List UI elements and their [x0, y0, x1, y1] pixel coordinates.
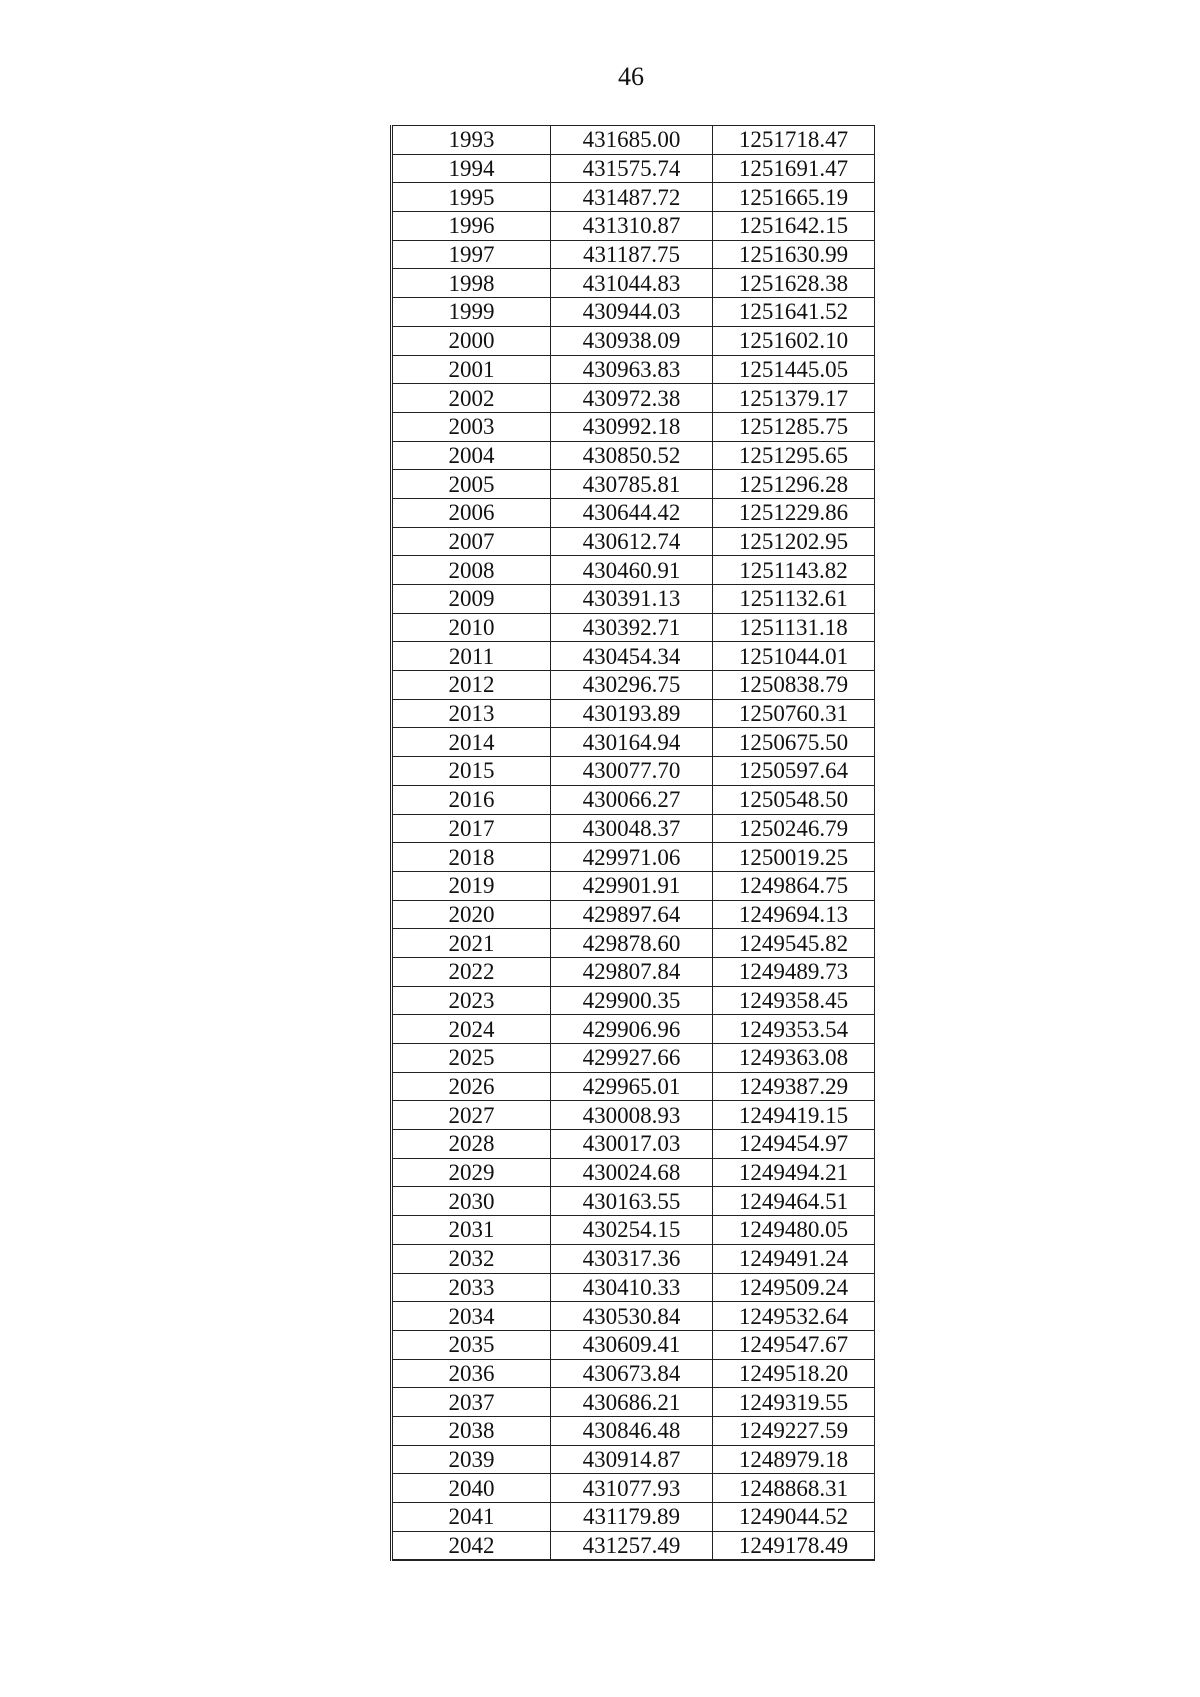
y-coordinate-cell: 1249363.08: [713, 1044, 875, 1073]
table-row: [392, 1015, 875, 1044]
coordinate-table-container: [390, 125, 875, 1561]
x-coordinate-cell: 430017.03: [551, 1130, 713, 1159]
x-coordinate-cell: 430391.13: [551, 585, 713, 614]
x-coordinate-cell: 430846.48: [551, 1416, 713, 1445]
y-coordinate-cell: 1249547.67: [713, 1330, 875, 1359]
table-row: [392, 384, 875, 413]
table-row: [392, 871, 875, 900]
y-coordinate-cell: 1248979.18: [713, 1445, 875, 1474]
table-row: [392, 126, 875, 155]
point-number-cell: 2012: [392, 671, 551, 700]
point-number-cell: 2004: [392, 441, 551, 470]
point-number-cell: 2029: [392, 1158, 551, 1187]
table-row: [392, 814, 875, 843]
y-coordinate-cell: 1251628.38: [713, 269, 875, 298]
x-coordinate-cell: 429897.64: [551, 900, 713, 929]
table-row: [392, 728, 875, 757]
y-coordinate-cell: 1249509.24: [713, 1273, 875, 1302]
point-number-cell: 1998: [392, 269, 551, 298]
x-coordinate-cell: 430972.38: [551, 384, 713, 413]
table-row: [392, 1130, 875, 1159]
point-number-cell: 2033: [392, 1273, 551, 1302]
table-row: [392, 470, 875, 499]
y-coordinate-cell: 1251642.15: [713, 212, 875, 241]
y-coordinate-cell: 1249319.55: [713, 1388, 875, 1417]
point-number-cell: 2018: [392, 843, 551, 872]
table-row: [392, 642, 875, 671]
point-number-cell: 2007: [392, 527, 551, 556]
point-number-cell: 2002: [392, 384, 551, 413]
x-coordinate-cell: 430392.71: [551, 613, 713, 642]
y-coordinate-cell: 1249178.49: [713, 1531, 875, 1560]
y-coordinate-cell: 1249454.97: [713, 1130, 875, 1159]
table-row: [392, 785, 875, 814]
x-coordinate-cell: 431187.75: [551, 240, 713, 269]
point-number-cell: 2010: [392, 613, 551, 642]
point-number-cell: 2019: [392, 871, 551, 900]
table-row: [392, 1158, 875, 1187]
table-row: [392, 1273, 875, 1302]
point-number-cell: 2023: [392, 986, 551, 1015]
x-coordinate-cell: 429906.96: [551, 1015, 713, 1044]
x-coordinate-cell: 431077.93: [551, 1474, 713, 1503]
point-number-cell: 1999: [392, 298, 551, 327]
y-coordinate-cell: 1251044.01: [713, 642, 875, 671]
table-row: [392, 154, 875, 183]
x-coordinate-cell: 430914.87: [551, 1445, 713, 1474]
table-row: [392, 1388, 875, 1417]
point-number-cell: 1997: [392, 240, 551, 269]
page-number: 46: [618, 62, 644, 91]
x-coordinate-cell: 429900.35: [551, 986, 713, 1015]
x-coordinate-cell: 430077.70: [551, 757, 713, 786]
y-coordinate-cell: 1249518.20: [713, 1359, 875, 1388]
x-coordinate-cell: 430066.27: [551, 785, 713, 814]
y-coordinate-cell: 1249694.13: [713, 900, 875, 929]
x-coordinate-cell: 430938.09: [551, 326, 713, 355]
y-coordinate-cell: 1250548.50: [713, 785, 875, 814]
table-row: [392, 556, 875, 585]
coordinate-table: [390, 125, 875, 1561]
x-coordinate-cell: 429971.06: [551, 843, 713, 872]
y-coordinate-cell: 1250019.25: [713, 843, 875, 872]
table-row: [392, 1244, 875, 1273]
point-number-cell: 2036: [392, 1359, 551, 1388]
y-coordinate-cell: 1251131.18: [713, 613, 875, 642]
x-coordinate-cell: 430296.75: [551, 671, 713, 700]
point-number-cell: 2013: [392, 699, 551, 728]
y-coordinate-cell: 1251295.65: [713, 441, 875, 470]
y-coordinate-cell: 1249358.45: [713, 986, 875, 1015]
table-row: [392, 1474, 875, 1503]
y-coordinate-cell: 1250760.31: [713, 699, 875, 728]
point-number-cell: 2024: [392, 1015, 551, 1044]
x-coordinate-cell: 429927.66: [551, 1044, 713, 1073]
table-row: [392, 1503, 875, 1532]
y-coordinate-cell: 1251691.47: [713, 154, 875, 183]
table-row: [392, 298, 875, 327]
point-number-cell: 2031: [392, 1216, 551, 1245]
y-coordinate-cell: 1249532.64: [713, 1302, 875, 1331]
x-coordinate-cell: 430163.55: [551, 1187, 713, 1216]
x-coordinate-cell: 430454.34: [551, 642, 713, 671]
y-coordinate-cell: 1250675.50: [713, 728, 875, 757]
y-coordinate-cell: 1248868.31: [713, 1474, 875, 1503]
table-row: [392, 1531, 875, 1560]
point-number-cell: 2027: [392, 1101, 551, 1130]
x-coordinate-cell: 430609.41: [551, 1330, 713, 1359]
y-coordinate-cell: 1249464.51: [713, 1187, 875, 1216]
point-number-cell: 2015: [392, 757, 551, 786]
x-coordinate-cell: 430164.94: [551, 728, 713, 757]
y-coordinate-cell: 1251143.82: [713, 556, 875, 585]
x-coordinate-cell: 430992.18: [551, 412, 713, 441]
y-coordinate-cell: 1251445.05: [713, 355, 875, 384]
point-number-cell: 2014: [392, 728, 551, 757]
point-number-cell: 2008: [392, 556, 551, 585]
point-number-cell: 2011: [392, 642, 551, 671]
y-coordinate-cell: 1251132.61: [713, 585, 875, 614]
point-number-cell: 2042: [392, 1531, 551, 1560]
point-number-cell: 1993: [392, 126, 551, 155]
x-coordinate-cell: 430644.42: [551, 498, 713, 527]
y-coordinate-cell: 1249044.52: [713, 1503, 875, 1532]
point-number-cell: 2025: [392, 1044, 551, 1073]
y-coordinate-cell: 1251285.75: [713, 412, 875, 441]
table-row: [392, 929, 875, 958]
table-row: [392, 527, 875, 556]
point-number-cell: 2040: [392, 1474, 551, 1503]
table-row: [392, 986, 875, 1015]
table-row: [392, 326, 875, 355]
table-row: [392, 900, 875, 929]
table-row: [392, 1187, 875, 1216]
table-row: [392, 1072, 875, 1101]
point-number-cell: 2001: [392, 355, 551, 384]
x-coordinate-cell: 431257.49: [551, 1531, 713, 1560]
y-coordinate-cell: 1249387.29: [713, 1072, 875, 1101]
table-row: [392, 269, 875, 298]
table-row: [392, 957, 875, 986]
x-coordinate-cell: 431179.89: [551, 1503, 713, 1532]
table-row: [392, 498, 875, 527]
x-coordinate-cell: 431685.00: [551, 126, 713, 155]
table-row: [392, 1216, 875, 1245]
x-coordinate-cell: 430686.21: [551, 1388, 713, 1417]
y-coordinate-cell: 1251665.19: [713, 183, 875, 212]
y-coordinate-cell: 1249545.82: [713, 929, 875, 958]
x-coordinate-cell: 431575.74: [551, 154, 713, 183]
point-number-cell: 2037: [392, 1388, 551, 1417]
point-number-cell: 2000: [392, 326, 551, 355]
table-row: [392, 1044, 875, 1073]
y-coordinate-cell: 1251630.99: [713, 240, 875, 269]
point-number-cell: 2016: [392, 785, 551, 814]
y-coordinate-cell: 1249419.15: [713, 1101, 875, 1130]
table-row: [392, 412, 875, 441]
x-coordinate-cell: 430193.89: [551, 699, 713, 728]
x-coordinate-cell: 430024.68: [551, 1158, 713, 1187]
table-row: [392, 441, 875, 470]
point-number-cell: 2009: [392, 585, 551, 614]
table-row: [392, 699, 875, 728]
point-number-cell: 2003: [392, 412, 551, 441]
table-row: [392, 212, 875, 241]
x-coordinate-cell: 430410.33: [551, 1273, 713, 1302]
point-number-cell: 2028: [392, 1130, 551, 1159]
point-number-cell: 2005: [392, 470, 551, 499]
point-number-cell: 1994: [392, 154, 551, 183]
point-number-cell: 2038: [392, 1416, 551, 1445]
point-number-cell: 1996: [392, 212, 551, 241]
table-row: [392, 1330, 875, 1359]
table-row: [392, 240, 875, 269]
point-number-cell: 2041: [392, 1503, 551, 1532]
table-row: [392, 613, 875, 642]
y-coordinate-cell: 1249227.59: [713, 1416, 875, 1445]
table-row: [392, 757, 875, 786]
point-number-cell: 2017: [392, 814, 551, 843]
table-row: [392, 1359, 875, 1388]
x-coordinate-cell: 431487.72: [551, 183, 713, 212]
x-coordinate-cell: 429965.01: [551, 1072, 713, 1101]
x-coordinate-cell: 430612.74: [551, 527, 713, 556]
x-coordinate-cell: 430008.93: [551, 1101, 713, 1130]
y-coordinate-cell: 1249480.05: [713, 1216, 875, 1245]
y-coordinate-cell: 1251379.17: [713, 384, 875, 413]
table-row: [392, 585, 875, 614]
point-number-cell: 2006: [392, 498, 551, 527]
x-coordinate-cell: 430850.52: [551, 441, 713, 470]
x-coordinate-cell: 430460.91: [551, 556, 713, 585]
table-row: [392, 671, 875, 700]
y-coordinate-cell: 1249353.54: [713, 1015, 875, 1044]
point-number-cell: 2022: [392, 957, 551, 986]
point-number-cell: 2030: [392, 1187, 551, 1216]
table-row: [392, 843, 875, 872]
table-row: [392, 183, 875, 212]
y-coordinate-cell: 1249494.21: [713, 1158, 875, 1187]
x-coordinate-cell: 430530.84: [551, 1302, 713, 1331]
y-coordinate-cell: 1250246.79: [713, 814, 875, 843]
y-coordinate-cell: 1251202.95: [713, 527, 875, 556]
x-coordinate-cell: 430785.81: [551, 470, 713, 499]
y-coordinate-cell: 1251602.10: [713, 326, 875, 355]
x-coordinate-cell: 430048.37: [551, 814, 713, 843]
point-number-cell: 2020: [392, 900, 551, 929]
point-number-cell: 2032: [392, 1244, 551, 1273]
table-row: [392, 355, 875, 384]
x-coordinate-cell: 430317.36: [551, 1244, 713, 1273]
x-coordinate-cell: 430963.83: [551, 355, 713, 384]
y-coordinate-cell: 1249491.24: [713, 1244, 875, 1273]
point-number-cell: 2034: [392, 1302, 551, 1331]
x-coordinate-cell: 429901.91: [551, 871, 713, 900]
x-coordinate-cell: 430254.15: [551, 1216, 713, 1245]
y-coordinate-cell: 1251229.86: [713, 498, 875, 527]
table-row: [392, 1302, 875, 1331]
y-coordinate-cell: 1249489.73: [713, 957, 875, 986]
point-number-cell: 2026: [392, 1072, 551, 1101]
point-number-cell: 2039: [392, 1445, 551, 1474]
y-coordinate-cell: 1250838.79: [713, 671, 875, 700]
x-coordinate-cell: 429878.60: [551, 929, 713, 958]
y-coordinate-cell: 1251641.52: [713, 298, 875, 327]
x-coordinate-cell: 430944.03: [551, 298, 713, 327]
y-coordinate-cell: 1251718.47: [713, 126, 875, 155]
table-row: [392, 1416, 875, 1445]
table-row: [392, 1101, 875, 1130]
y-coordinate-cell: 1250597.64: [713, 757, 875, 786]
y-coordinate-cell: 1251296.28: [713, 470, 875, 499]
point-number-cell: 2021: [392, 929, 551, 958]
point-number-cell: 2035: [392, 1330, 551, 1359]
x-coordinate-cell: 431044.83: [551, 269, 713, 298]
x-coordinate-cell: 431310.87: [551, 212, 713, 241]
x-coordinate-cell: 429807.84: [551, 957, 713, 986]
x-coordinate-cell: 430673.84: [551, 1359, 713, 1388]
coordinate-table-body: [392, 126, 875, 1561]
y-coordinate-cell: 1249864.75: [713, 871, 875, 900]
table-row: [392, 1445, 875, 1474]
point-number-cell: 1995: [392, 183, 551, 212]
